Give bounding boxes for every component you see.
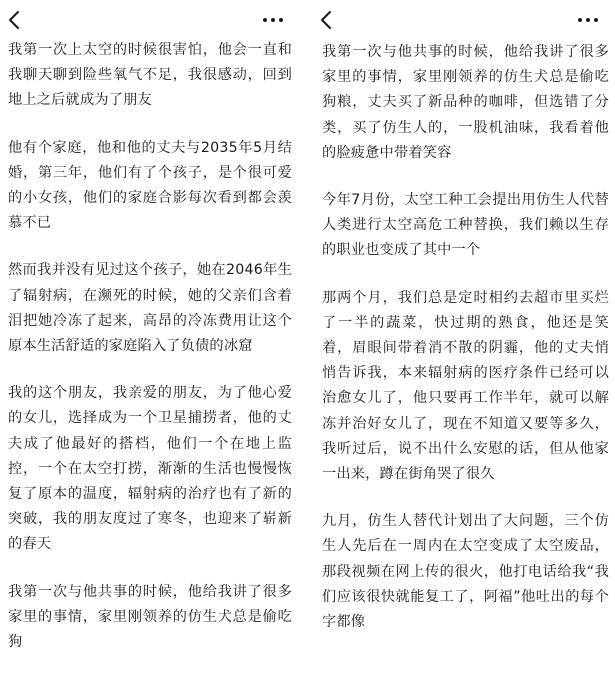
- paragraph: 我的这个朋友，我亲爱的朋友，为了他心爱的女儿，选择成为一个卫星捕捞者，他的丈夫成了他最好的搭档，他们一个在地上监控，一个在太空打捞，渐渐的生活也慢慢恢复了原本的温度，辐射病的治疗也有了新的突破，我的朋友度过了寒冬，也迎来了崭新的春天: [8, 385, 292, 553]
- paragraph: 我第一次与他共事的时候，他给我讲了很多家里的事情，家里刚领养的仿生犬总是偷吃狗: [8, 583, 292, 651]
- paragraph: 他有个家庭，他和他的丈夫与2035年5月结婚，第三年，他们有了个孩子，是个很可爱的小女孩，他们的家庭合影每次看到都会羡慕不已: [8, 139, 292, 232]
- left-article-pane[interactable]: [0, 0, 300, 651]
- back-arrow-icon[interactable]: [4, 9, 26, 31]
- right-article-pane[interactable]: [312, 0, 615, 631]
- left-top-bar: [0, 0, 300, 40]
- more-dots-icon[interactable]: [260, 11, 286, 29]
- paragraph: 然而我并没有见过这个孩子，她在2046年生了辐射病，在濒死的时候，她的父亲们含着泪把她冷冻了起来，高昂的冷冻费用让这个原本生活舒适的家庭陷入了负债的冰窟: [8, 262, 292, 355]
- more-dots-icon[interactable]: [575, 11, 601, 29]
- left-article-body: [8, 38, 292, 677]
- pane-divider: [304, 0, 308, 558]
- paragraph: 我第一次上太空的时候很害怕，他会一直和我聊天聊到险些氧气不足，我很感动，回到地上之后就成为了朋友: [8, 42, 292, 109]
- paragraph: 我第一次与他共事的时候，他给我讲了很多家里的事情，家里刚领养的仿生犬总是偷吃狗粮，丈夫买了新品种的咖啡，但选错了分类，买了仿生人的，一股机油味，我看着他的脸疲惫中带着笑容: [322, 44, 609, 161]
- paragraph: 那两个月，我们总是定时相约去超市里买烂了一半的蔬菜，快过期的熟食，他还是笑着，眉眼间带着消不散的阴霾，他的丈夫悄悄告诉我，本来辐射病的医疗条件已经可以治愈女儿了，他只要再工作半年，就可以解冻并治好女儿了，现在不知道又要等多久，我听过后，说不出什么安慰的话，但从他家一出来，蹲在街角哭了很久: [322, 289, 609, 483]
- right-article-body: [322, 40, 609, 657]
- back-arrow-icon[interactable]: [316, 9, 338, 31]
- paragraph: 九月，仿生人替代计划出了大问题，三个仿生人先后在一周内在太空变成了太空废品，那段视频在网上传的很火，他打电话给我“我们应该很快就能复工了，阿福”他吐出的每个字都像: [322, 513, 609, 631]
- paragraph: 今年7月份，太空工种工会提出用仿生人代替人类进行太空高危工种替换，我们赖以生存的职业也变成了其中一个: [322, 192, 609, 259]
- right-top-bar: [312, 0, 615, 40]
